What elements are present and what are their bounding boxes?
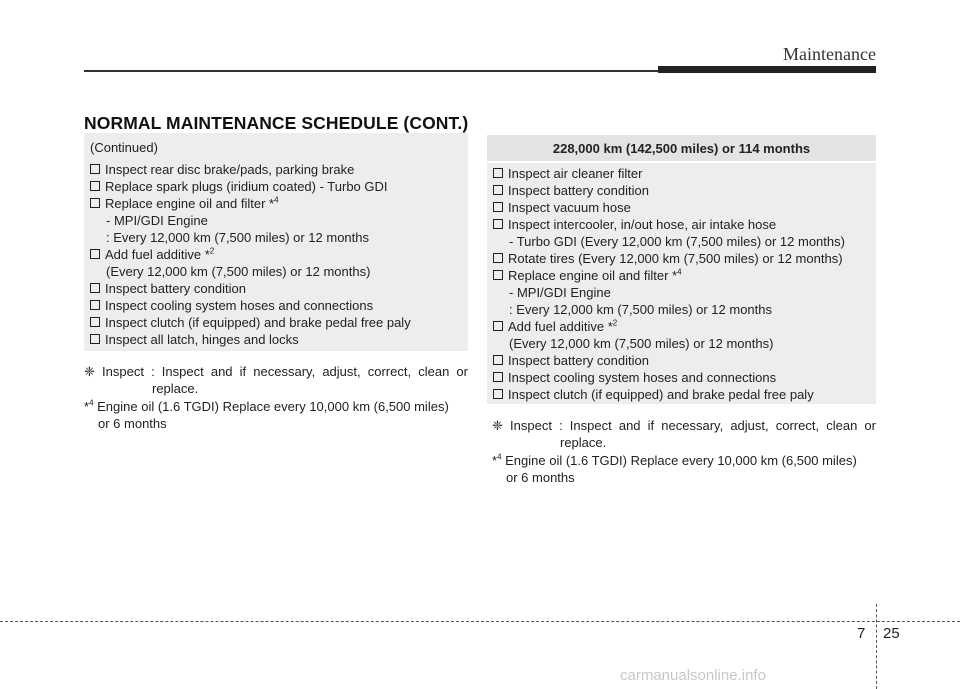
checkbox-icon xyxy=(493,219,503,229)
watermark: carmanualsonline.info xyxy=(620,667,766,684)
checkbox-icon xyxy=(90,181,100,191)
list-item: Inspect all latch, hinges and locks xyxy=(90,331,411,348)
right-checklist xyxy=(493,165,845,403)
list-item: Replace engine oil and filter *$^4$ xyxy=(493,267,845,284)
list-item: Rotate tires (Every 12,000 km (7,500 miles) or 12 months) xyxy=(493,250,845,267)
checkbox-icon xyxy=(90,198,100,208)
checkbox-icon xyxy=(493,389,503,399)
list-item: Inspect clutch (if equipped) and brake pedal free paly xyxy=(90,314,411,331)
checkbox-icon xyxy=(90,283,100,293)
list-item: Inspect cooling system hoses and connections xyxy=(493,369,845,386)
footer-rule xyxy=(0,621,960,622)
inspect-note: ❈ Inspect : Inspect and if necessary, adjust, correct, clean or replace. xyxy=(84,364,468,396)
list-subitem: : Every 12,000 km (7,500 miles) or 12 months xyxy=(509,302,773,317)
list-subitem: (Every 12,000 km (7,500 miles) or 12 months) xyxy=(106,264,371,279)
list-item: Inspect cooling system hoses and connections xyxy=(90,297,411,314)
interval-header: 228,000 km (142,500 miles) or 114 months xyxy=(487,135,876,161)
section-title: NORMAL MAINTENANCE SCHEDULE (CONT.) xyxy=(84,113,469,133)
list-item: Inspect battery condition xyxy=(493,182,845,199)
checkbox-icon xyxy=(493,321,503,331)
left-checklist xyxy=(90,161,411,348)
checkbox-icon xyxy=(493,372,503,382)
checkbox-icon xyxy=(90,334,100,344)
inspect-note: ❈ Inspect : Inspect and if necessary, adjust, correct, clean or replace. xyxy=(492,418,876,450)
footer-divider xyxy=(876,604,877,689)
list-subitem: - MPI/GDI Engine xyxy=(106,213,208,228)
checkbox-icon xyxy=(90,164,100,174)
checkbox-icon xyxy=(493,355,503,365)
list-item: Add fuel additive *$^2$ xyxy=(90,246,411,263)
engine-oil-footnote: *$^4$ Engine oil (1.6 TGDI) Replace every 10,000 km (6,500 miles) or 6 months xyxy=(84,398,449,431)
engine-oil-footnote: *$^4$ Engine oil (1.6 TGDI) Replace every 10,000 km (6,500 miles) or 6 months xyxy=(492,452,857,485)
checkbox-icon xyxy=(493,185,503,195)
list-item: Replace engine oil and filter *$^4$ xyxy=(90,195,411,212)
checkbox-icon xyxy=(493,202,503,212)
list-item: Add fuel additive *$^2$ xyxy=(493,318,845,335)
list-subitem: - MPI/GDI Engine xyxy=(509,285,611,300)
list-subitem: - Turbo GDI (Every 12,000 km (7,500 miles) or 12 months) xyxy=(509,234,845,249)
list-item: Replace spark plugs (iridium coated) - Turbo GDI xyxy=(90,178,411,195)
list-item: Inspect battery condition xyxy=(90,280,411,297)
list-item: Inspect battery condition xyxy=(493,352,845,369)
list-item: Inspect air cleaner filter xyxy=(493,165,845,182)
page-number: 25 xyxy=(883,625,900,642)
continued-label: (Continued) xyxy=(90,140,158,155)
list-item: Inspect rear disc brake/pads, parking brake xyxy=(90,161,411,178)
header-rule-accent xyxy=(658,66,876,73)
checkbox-icon xyxy=(493,168,503,178)
running-header: Maintenance xyxy=(783,44,876,64)
list-item: Inspect intercooler, in/out hose, air intake hose xyxy=(493,216,845,233)
checkbox-icon xyxy=(90,249,100,259)
list-item: Inspect vacuum hose xyxy=(493,199,845,216)
chapter-number: 7 xyxy=(857,625,866,642)
checkbox-icon xyxy=(90,300,100,310)
list-subitem: : Every 12,000 km (7,500 miles) or 12 months xyxy=(106,230,370,245)
checkbox-icon xyxy=(493,253,503,263)
list-item: Inspect clutch (if equipped) and brake pedal free paly xyxy=(493,386,845,403)
checkbox-icon xyxy=(90,317,100,327)
list-subitem: (Every 12,000 km (7,500 miles) or 12 months) xyxy=(509,336,774,351)
checkbox-icon xyxy=(493,270,503,280)
